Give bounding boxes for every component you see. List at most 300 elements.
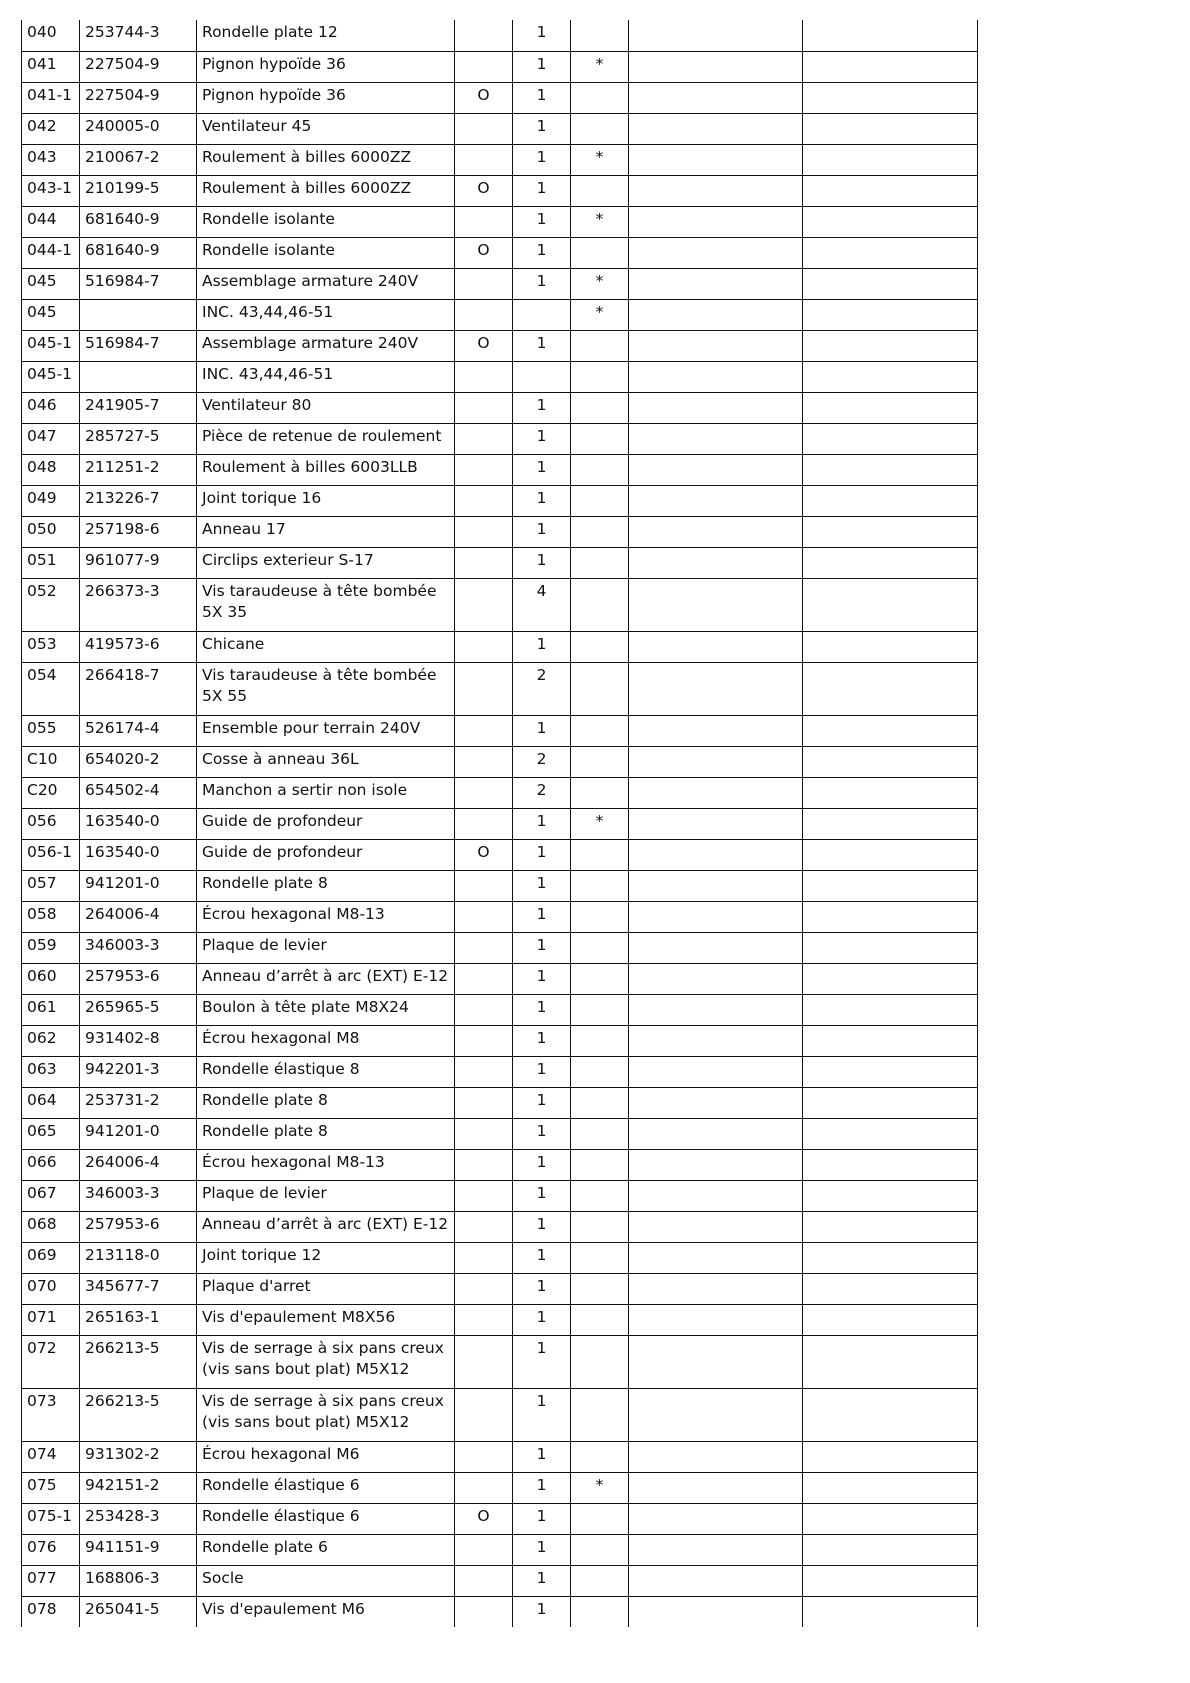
cell-option bbox=[455, 777, 513, 808]
cell-blank-2 bbox=[803, 1242, 978, 1273]
cell-blank-1 bbox=[629, 1472, 803, 1503]
cell-description: Écrou hexagonal M8-13 bbox=[197, 901, 455, 932]
cell-blank-2 bbox=[803, 662, 978, 715]
table-row bbox=[22, 901, 978, 932]
cell-blank-1 bbox=[629, 1304, 803, 1335]
cell-blank-2 bbox=[803, 113, 978, 144]
cell-part-number: 241905-7 bbox=[80, 392, 197, 423]
cell-blank-2 bbox=[803, 1273, 978, 1304]
cell-quantity: 2 bbox=[513, 746, 571, 777]
cell-blank-2 bbox=[803, 1211, 978, 1242]
cell-part-number: 163540-0 bbox=[80, 808, 197, 839]
cell-description: Ensemble pour terrain 240V bbox=[197, 715, 455, 746]
cell-quantity: 1 bbox=[513, 1534, 571, 1565]
cell-item-number: 045-1 bbox=[22, 361, 80, 392]
cell-item-number: 054 bbox=[22, 662, 80, 715]
cell-part-number: 257953-6 bbox=[80, 1211, 197, 1242]
cell-blank-2 bbox=[803, 361, 978, 392]
cell-option bbox=[455, 1273, 513, 1304]
cell-mark bbox=[571, 113, 629, 144]
cell-part-number: 526174-4 bbox=[80, 715, 197, 746]
cell-quantity: 1 bbox=[513, 1025, 571, 1056]
cell-part-number: 210199-5 bbox=[80, 175, 197, 206]
cell-part-number: 654020-2 bbox=[80, 746, 197, 777]
cell-blank-2 bbox=[803, 392, 978, 423]
cell-part-number: 253744-3 bbox=[80, 20, 197, 51]
cell-part-number: 285727-5 bbox=[80, 423, 197, 454]
cell-quantity: 1 bbox=[513, 1503, 571, 1534]
table-row bbox=[22, 1149, 978, 1180]
table-row bbox=[22, 237, 978, 268]
cell-mark bbox=[571, 454, 629, 485]
cell-part-number: 227504-9 bbox=[80, 82, 197, 113]
cell-quantity: 4 bbox=[513, 578, 571, 631]
cell-mark bbox=[571, 1087, 629, 1118]
table-row bbox=[22, 1441, 978, 1472]
cell-item-number: 048 bbox=[22, 454, 80, 485]
cell-blank-1 bbox=[629, 1180, 803, 1211]
table-row bbox=[22, 516, 978, 547]
cell-option: O bbox=[455, 237, 513, 268]
cell-quantity: 1 bbox=[513, 1118, 571, 1149]
cell-blank-1 bbox=[629, 1211, 803, 1242]
cell-part-number: 681640-9 bbox=[80, 206, 197, 237]
cell-part-number: 942201-3 bbox=[80, 1056, 197, 1087]
table-row bbox=[22, 299, 978, 330]
cell-item-number: 075 bbox=[22, 1472, 80, 1503]
cell-part-number: 265041-5 bbox=[80, 1596, 197, 1627]
cell-description: Vis de serrage à six pans creux (vis sans bout plat) M5X12 bbox=[197, 1388, 455, 1441]
cell-item-number: 047 bbox=[22, 423, 80, 454]
cell-description: Roulement à billes 6000ZZ bbox=[197, 144, 455, 175]
table-row bbox=[22, 454, 978, 485]
cell-blank-2 bbox=[803, 777, 978, 808]
cell-part-number: 941151-9 bbox=[80, 1534, 197, 1565]
table-row bbox=[22, 1056, 978, 1087]
cell-description: Vis d'epaulement M6 bbox=[197, 1596, 455, 1627]
cell-quantity: 1 bbox=[513, 423, 571, 454]
cell-option bbox=[455, 901, 513, 932]
cell-blank-1 bbox=[629, 901, 803, 932]
table-row bbox=[22, 839, 978, 870]
cell-blank-2 bbox=[803, 516, 978, 547]
cell-blank-1 bbox=[629, 870, 803, 901]
cell-description: Joint torique 12 bbox=[197, 1242, 455, 1273]
table-row bbox=[22, 1273, 978, 1304]
cell-blank-1 bbox=[629, 206, 803, 237]
cell-blank-2 bbox=[803, 175, 978, 206]
cell-item-number: 068 bbox=[22, 1211, 80, 1242]
cell-option bbox=[455, 746, 513, 777]
cell-item-number: 069 bbox=[22, 1242, 80, 1273]
cell-blank-2 bbox=[803, 20, 978, 51]
cell-description: Assemblage armature 240V bbox=[197, 330, 455, 361]
cell-description: Anneau d’arrêt à arc (EXT) E-12 bbox=[197, 1211, 455, 1242]
cell-blank-2 bbox=[803, 1149, 978, 1180]
cell-quantity: 1 bbox=[513, 870, 571, 901]
cell-option bbox=[455, 454, 513, 485]
cell-mark bbox=[571, 237, 629, 268]
cell-mark bbox=[571, 1441, 629, 1472]
cell-mark bbox=[571, 963, 629, 994]
cell-part-number: 681640-9 bbox=[80, 237, 197, 268]
cell-item-number: 065 bbox=[22, 1118, 80, 1149]
cell-item-number: 041-1 bbox=[22, 82, 80, 113]
cell-item-number: 060 bbox=[22, 963, 80, 994]
cell-part-number: 264006-4 bbox=[80, 901, 197, 932]
cell-mark bbox=[571, 994, 629, 1025]
cell-option bbox=[455, 423, 513, 454]
cell-description: Pignon hypoïde 36 bbox=[197, 82, 455, 113]
cell-blank-2 bbox=[803, 994, 978, 1025]
cell-blank-1 bbox=[629, 1087, 803, 1118]
cell-quantity: 1 bbox=[513, 715, 571, 746]
cell-quantity: 1 bbox=[513, 454, 571, 485]
cell-blank-2 bbox=[803, 870, 978, 901]
cell-blank-2 bbox=[803, 839, 978, 870]
cell-blank-1 bbox=[629, 1118, 803, 1149]
cell-description: INC. 43,44,46-51 bbox=[197, 361, 455, 392]
cell-mark bbox=[571, 20, 629, 51]
cell-item-number: 046 bbox=[22, 392, 80, 423]
cell-item-number: 067 bbox=[22, 1180, 80, 1211]
cell-mark bbox=[571, 1056, 629, 1087]
table-row bbox=[22, 1565, 978, 1596]
table-row bbox=[22, 51, 978, 82]
cell-part-number: 257198-6 bbox=[80, 516, 197, 547]
cell-blank-1 bbox=[629, 1503, 803, 1534]
cell-option bbox=[455, 808, 513, 839]
cell-option: O bbox=[455, 82, 513, 113]
cell-blank-1 bbox=[629, 392, 803, 423]
cell-quantity: 1 bbox=[513, 113, 571, 144]
cell-quantity: 1 bbox=[513, 82, 571, 113]
cell-part-number: 941201-0 bbox=[80, 870, 197, 901]
cell-blank-1 bbox=[629, 144, 803, 175]
cell-description: Joint torique 16 bbox=[197, 485, 455, 516]
cell-option bbox=[455, 547, 513, 578]
cell-blank-2 bbox=[803, 423, 978, 454]
table-row bbox=[22, 330, 978, 361]
cell-description: Plaque d'arret bbox=[197, 1273, 455, 1304]
cell-blank-1 bbox=[629, 299, 803, 330]
cell-part-number: 419573-6 bbox=[80, 631, 197, 662]
cell-blank-2 bbox=[803, 1596, 978, 1627]
cell-option: O bbox=[455, 330, 513, 361]
cell-option bbox=[455, 1025, 513, 1056]
cell-blank-2 bbox=[803, 144, 978, 175]
cell-part-number: 213226-7 bbox=[80, 485, 197, 516]
cell-quantity: 1 bbox=[513, 237, 571, 268]
table-row bbox=[22, 808, 978, 839]
cell-blank-2 bbox=[803, 1472, 978, 1503]
cell-description: Roulement à billes 6003LLB bbox=[197, 454, 455, 485]
cell-blank-1 bbox=[629, 1534, 803, 1565]
cell-option bbox=[455, 144, 513, 175]
cell-description: Plaque de levier bbox=[197, 932, 455, 963]
cell-mark bbox=[571, 1304, 629, 1335]
cell-part-number: 213118-0 bbox=[80, 1242, 197, 1273]
cell-quantity: 1 bbox=[513, 1180, 571, 1211]
cell-mark bbox=[571, 1388, 629, 1441]
cell-mark: * bbox=[571, 299, 629, 330]
cell-item-number: 050 bbox=[22, 516, 80, 547]
table-row bbox=[22, 578, 978, 631]
cell-option bbox=[455, 51, 513, 82]
cell-option bbox=[455, 20, 513, 51]
cell-blank-2 bbox=[803, 901, 978, 932]
cell-description: Rondelle plate 8 bbox=[197, 1087, 455, 1118]
table-row bbox=[22, 777, 978, 808]
cell-mark bbox=[571, 485, 629, 516]
cell-mark bbox=[571, 423, 629, 454]
cell-blank-2 bbox=[803, 932, 978, 963]
cell-description: Assemblage armature 240V bbox=[197, 268, 455, 299]
cell-description: Chicane bbox=[197, 631, 455, 662]
cell-mark bbox=[571, 839, 629, 870]
cell-quantity: 1 bbox=[513, 206, 571, 237]
cell-blank-2 bbox=[803, 808, 978, 839]
cell-blank-1 bbox=[629, 1025, 803, 1056]
cell-mark: * bbox=[571, 206, 629, 237]
cell-mark bbox=[571, 1180, 629, 1211]
cell-item-number: 043 bbox=[22, 144, 80, 175]
cell-item-number: 044-1 bbox=[22, 237, 80, 268]
table-row bbox=[22, 1304, 978, 1335]
cell-blank-1 bbox=[629, 516, 803, 547]
cell-mark bbox=[571, 547, 629, 578]
cell-item-number: 072 bbox=[22, 1335, 80, 1388]
cell-blank-1 bbox=[629, 715, 803, 746]
cell-blank-2 bbox=[803, 330, 978, 361]
cell-mark bbox=[571, 662, 629, 715]
cell-part-number: 961077-9 bbox=[80, 547, 197, 578]
cell-option bbox=[455, 1087, 513, 1118]
cell-blank-2 bbox=[803, 299, 978, 330]
cell-option bbox=[455, 662, 513, 715]
table-row bbox=[22, 1118, 978, 1149]
cell-mark bbox=[571, 746, 629, 777]
cell-blank-2 bbox=[803, 237, 978, 268]
cell-item-number: 057 bbox=[22, 870, 80, 901]
cell-mark bbox=[571, 932, 629, 963]
cell-part-number: 941201-0 bbox=[80, 1118, 197, 1149]
cell-quantity: 1 bbox=[513, 1304, 571, 1335]
cell-quantity: 1 bbox=[513, 392, 571, 423]
cell-part-number: 516984-7 bbox=[80, 330, 197, 361]
cell-item-number: 074 bbox=[22, 1441, 80, 1472]
table-row bbox=[22, 392, 978, 423]
cell-part-number: 266213-5 bbox=[80, 1388, 197, 1441]
cell-blank-1 bbox=[629, 82, 803, 113]
cell-blank-2 bbox=[803, 1304, 978, 1335]
cell-part-number: 345677-7 bbox=[80, 1273, 197, 1304]
cell-mark: * bbox=[571, 51, 629, 82]
cell-description: Anneau 17 bbox=[197, 516, 455, 547]
cell-option bbox=[455, 1335, 513, 1388]
cell-quantity: 1 bbox=[513, 932, 571, 963]
cell-blank-2 bbox=[803, 1118, 978, 1149]
cell-option bbox=[455, 1211, 513, 1242]
cell-blank-1 bbox=[629, 631, 803, 662]
table-row bbox=[22, 1534, 978, 1565]
cell-quantity: 2 bbox=[513, 777, 571, 808]
cell-blank-1 bbox=[629, 963, 803, 994]
table-row bbox=[22, 932, 978, 963]
cell-description: Anneau d’arrêt à arc (EXT) E-12 bbox=[197, 963, 455, 994]
cell-quantity: 1 bbox=[513, 1087, 571, 1118]
cell-quantity: 1 bbox=[513, 1056, 571, 1087]
table-row bbox=[22, 423, 978, 454]
cell-part-number bbox=[80, 299, 197, 330]
cell-part-number: 266418-7 bbox=[80, 662, 197, 715]
table-row bbox=[22, 1087, 978, 1118]
table-row bbox=[22, 1503, 978, 1534]
cell-option bbox=[455, 1180, 513, 1211]
table-row bbox=[22, 113, 978, 144]
cell-option bbox=[455, 932, 513, 963]
cell-blank-2 bbox=[803, 1441, 978, 1472]
cell-quantity: 1 bbox=[513, 1565, 571, 1596]
cell-option bbox=[455, 113, 513, 144]
cell-item-number: 042 bbox=[22, 113, 80, 144]
cell-option bbox=[455, 1565, 513, 1596]
cell-quantity: 1 bbox=[513, 175, 571, 206]
cell-blank-2 bbox=[803, 1180, 978, 1211]
table-row bbox=[22, 1025, 978, 1056]
cell-mark: * bbox=[571, 144, 629, 175]
cell-description: Guide de profondeur bbox=[197, 808, 455, 839]
cell-quantity: 1 bbox=[513, 963, 571, 994]
cell-item-number: 063 bbox=[22, 1056, 80, 1087]
cell-option bbox=[455, 578, 513, 631]
cell-option bbox=[455, 963, 513, 994]
cell-description: Pièce de retenue de roulement bbox=[197, 423, 455, 454]
cell-mark bbox=[571, 901, 629, 932]
cell-description: Écrou hexagonal M8 bbox=[197, 1025, 455, 1056]
cell-item-number: 075-1 bbox=[22, 1503, 80, 1534]
cell-item-number: 041 bbox=[22, 51, 80, 82]
table-row bbox=[22, 268, 978, 299]
cell-blank-1 bbox=[629, 423, 803, 454]
table-row bbox=[22, 206, 978, 237]
cell-item-number: 070 bbox=[22, 1273, 80, 1304]
cell-blank-1 bbox=[629, 777, 803, 808]
parts-table bbox=[21, 20, 978, 1627]
cell-option bbox=[455, 870, 513, 901]
cell-blank-1 bbox=[629, 1242, 803, 1273]
cell-option bbox=[455, 268, 513, 299]
cell-description: Rondelle isolante bbox=[197, 206, 455, 237]
cell-blank-1 bbox=[629, 1335, 803, 1388]
cell-blank-2 bbox=[803, 1565, 978, 1596]
cell-mark: * bbox=[571, 268, 629, 299]
cell-quantity: 1 bbox=[513, 516, 571, 547]
cell-blank-2 bbox=[803, 454, 978, 485]
cell-blank-1 bbox=[629, 994, 803, 1025]
cell-quantity: 1 bbox=[513, 1472, 571, 1503]
cell-part-number: 931302-2 bbox=[80, 1441, 197, 1472]
cell-blank-2 bbox=[803, 578, 978, 631]
cell-option bbox=[455, 1388, 513, 1441]
cell-blank-2 bbox=[803, 1534, 978, 1565]
cell-description: Rondelle élastique 6 bbox=[197, 1503, 455, 1534]
cell-blank-2 bbox=[803, 963, 978, 994]
cell-option bbox=[455, 1472, 513, 1503]
cell-part-number: 227504-9 bbox=[80, 51, 197, 82]
cell-description: Manchon a sertir non isole bbox=[197, 777, 455, 808]
cell-part-number: 253731-2 bbox=[80, 1087, 197, 1118]
cell-blank-1 bbox=[629, 547, 803, 578]
cell-option bbox=[455, 516, 513, 547]
cell-mark bbox=[571, 631, 629, 662]
table-row bbox=[22, 20, 978, 51]
cell-quantity: 1 bbox=[513, 901, 571, 932]
cell-description: Ventilateur 80 bbox=[197, 392, 455, 423]
cell-quantity: 1 bbox=[513, 1149, 571, 1180]
cell-quantity: 1 bbox=[513, 20, 571, 51]
cell-part-number: 240005-0 bbox=[80, 113, 197, 144]
cell-part-number: 654502-4 bbox=[80, 777, 197, 808]
cell-quantity: 1 bbox=[513, 1335, 571, 1388]
cell-quantity bbox=[513, 299, 571, 330]
cell-item-number: 045 bbox=[22, 268, 80, 299]
cell-blank-2 bbox=[803, 547, 978, 578]
table-row bbox=[22, 963, 978, 994]
cell-option bbox=[455, 994, 513, 1025]
cell-description: Rondelle plate 8 bbox=[197, 1118, 455, 1149]
cell-option: O bbox=[455, 839, 513, 870]
cell-mark bbox=[571, 361, 629, 392]
cell-part-number: 265965-5 bbox=[80, 994, 197, 1025]
cell-item-number: 071 bbox=[22, 1304, 80, 1335]
cell-quantity: 1 bbox=[513, 330, 571, 361]
table-row bbox=[22, 175, 978, 206]
table-row bbox=[22, 870, 978, 901]
cell-quantity: 2 bbox=[513, 662, 571, 715]
cell-item-number: 073 bbox=[22, 1388, 80, 1441]
cell-quantity: 1 bbox=[513, 631, 571, 662]
cell-blank-2 bbox=[803, 1087, 978, 1118]
cell-quantity: 1 bbox=[513, 808, 571, 839]
table-row bbox=[22, 994, 978, 1025]
cell-description: Écrou hexagonal M8-13 bbox=[197, 1149, 455, 1180]
cell-blank-2 bbox=[803, 715, 978, 746]
cell-description: Cosse à anneau 36L bbox=[197, 746, 455, 777]
cell-option bbox=[455, 1118, 513, 1149]
cell-item-number: 049 bbox=[22, 485, 80, 516]
cell-blank-1 bbox=[629, 485, 803, 516]
cell-item-number: 055 bbox=[22, 715, 80, 746]
parts-table-body bbox=[22, 20, 978, 1627]
cell-part-number: 346003-3 bbox=[80, 1180, 197, 1211]
cell-quantity: 1 bbox=[513, 1441, 571, 1472]
cell-item-number: C10 bbox=[22, 746, 80, 777]
cell-quantity bbox=[513, 361, 571, 392]
table-row bbox=[22, 1211, 978, 1242]
table-row bbox=[22, 1596, 978, 1627]
table-row bbox=[22, 361, 978, 392]
cell-quantity: 1 bbox=[513, 1596, 571, 1627]
cell-description: Rondelle plate 8 bbox=[197, 870, 455, 901]
cell-description: Plaque de levier bbox=[197, 1180, 455, 1211]
cell-mark bbox=[571, 1211, 629, 1242]
cell-item-number: 064 bbox=[22, 1087, 80, 1118]
cell-blank-1 bbox=[629, 20, 803, 51]
cell-blank-1 bbox=[629, 839, 803, 870]
cell-mark bbox=[571, 1596, 629, 1627]
cell-blank-1 bbox=[629, 1441, 803, 1472]
